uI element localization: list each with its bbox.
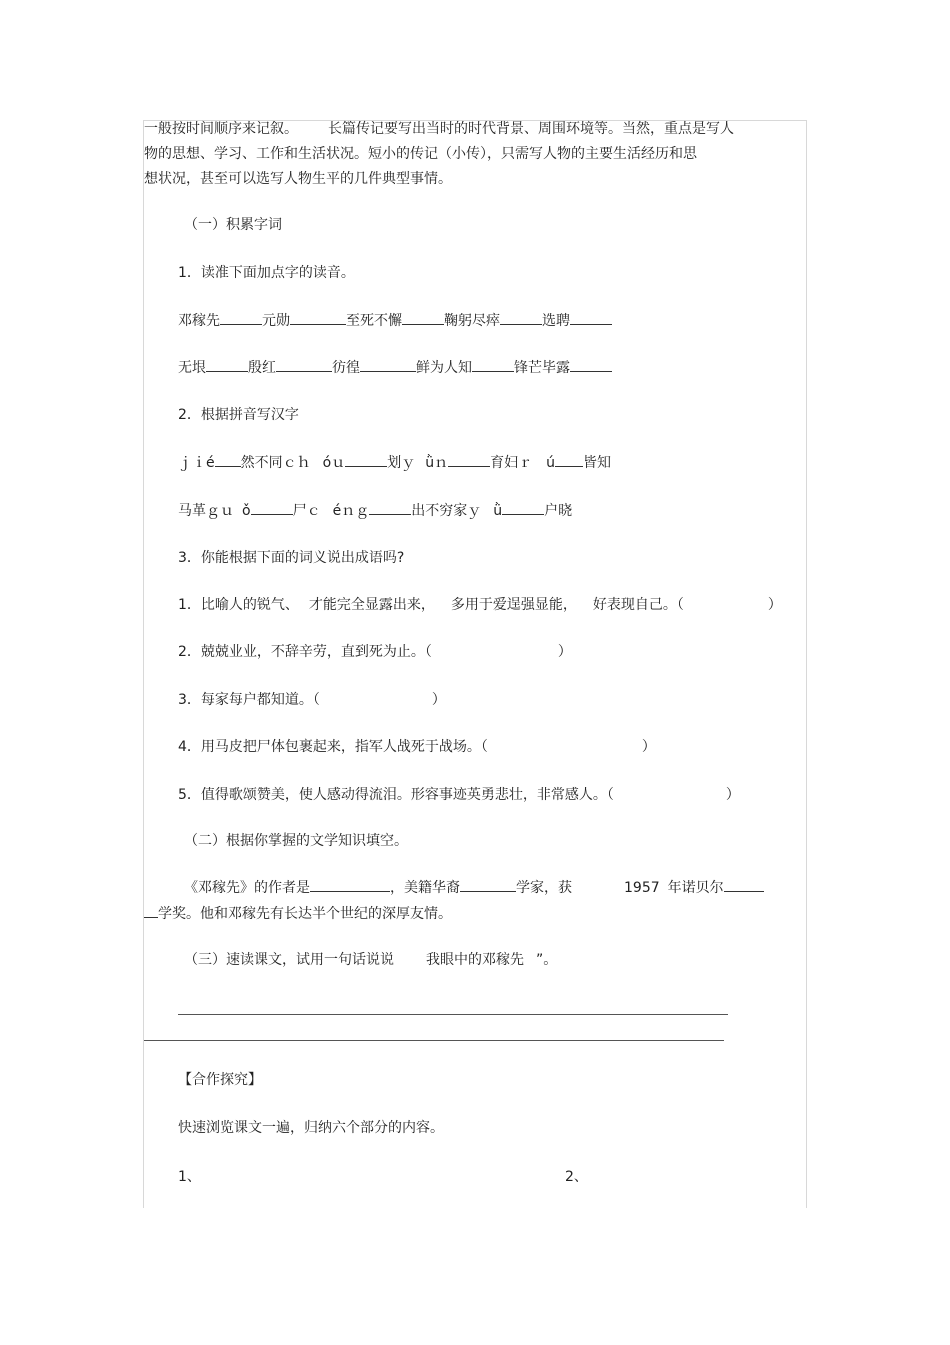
close-paren: ）: [725, 787, 740, 803]
pinyin: éｎｇ: [332, 503, 370, 519]
pinyin: ｊｉé: [178, 455, 215, 471]
answer-blank[interactable]: [472, 357, 514, 372]
text: 出不穷家ｙ: [411, 503, 482, 519]
intro-line-1b: 长篇传记要写出当时的时代背景、周围环境等。当然，重点是写人: [328, 121, 734, 137]
item-text: 好表现自己。（: [592, 597, 684, 613]
text: 学奖。他和邓稼先有长达半个世纪的深厚友情。: [158, 906, 452, 922]
item-number: 5．: [178, 787, 201, 803]
answer-blank[interactable]: [290, 310, 346, 325]
answer-blank[interactable]: [206, 357, 248, 372]
cooperate-item-2: 2、: [565, 1169, 588, 1185]
item-text: 每家每户都知道。（: [200, 692, 320, 708]
page-frame-left: [143, 120, 144, 1208]
field-blank[interactable]: [460, 877, 516, 892]
text: 划ｙ: [387, 455, 416, 471]
answer-blank[interactable]: [220, 310, 262, 325]
answer-line-1[interactable]: [178, 1014, 728, 1015]
answer-blank[interactable]: [369, 500, 411, 515]
word: 至死不懈: [346, 313, 402, 329]
text: 马革ｇｕ: [178, 503, 234, 519]
close-paren: ）: [557, 644, 572, 660]
section-2-line-2: [144, 903, 452, 924]
answer-blank[interactable]: [276, 357, 332, 372]
intro-line-1a: 一般按时间顺序来记叙。: [144, 121, 298, 137]
close-paren: ）: [641, 739, 656, 755]
item-text: 用马皮把尸体包裹起来，指军人战死于战场。（: [200, 739, 488, 755]
q1-title: 1．读准下面加点字的读音。: [178, 265, 355, 281]
cooperate-title: 【合作探究】: [178, 1072, 262, 1088]
q3-item-4: [178, 737, 656, 757]
pinyin: ǜ: [493, 503, 503, 519]
section-2-line-1: [184, 877, 764, 898]
item-text: 值得歌颂赞美，使人感动得流泪。形容事迹英勇悲壮，非常感人。（: [200, 787, 614, 803]
word: 锋芒毕露: [514, 360, 570, 376]
close-paren: ）: [767, 597, 782, 613]
prize-blank-cont[interactable]: [144, 903, 158, 918]
year: 1957: [624, 880, 660, 896]
word: 邓稼先: [178, 313, 220, 329]
text: 户晓: [544, 503, 573, 519]
item-text: 兢兢业业，不辞辛劳，直到死为止。（: [200, 644, 432, 660]
text: ，美籍华裔: [390, 880, 460, 896]
pinyin: óｕ: [322, 455, 346, 471]
answer-line-2[interactable]: [144, 1040, 724, 1041]
intro-line-3: 想状况，甚至可以选写人物生平的几件典型事情。: [144, 171, 452, 187]
section-3-title: [184, 950, 557, 970]
author-blank[interactable]: [310, 877, 390, 892]
cooperate-instruction: 快速浏览课文一遍，归纳六个部分的内容。: [178, 1120, 444, 1136]
answer-blank[interactable]: [502, 500, 544, 515]
q1-row-2: [178, 357, 612, 378]
text: 然不同ｃｈ: [240, 455, 311, 471]
cooperate-item-1: 1、: [178, 1169, 201, 1185]
word: 殷红: [248, 360, 276, 376]
answer-blank[interactable]: [555, 452, 583, 467]
close-paren: ）: [431, 692, 446, 708]
text: 育妇ｒ: [490, 455, 533, 471]
pinyin: ǒ: [242, 503, 251, 519]
q3-title: 3．你能根据下面的词义说出成语吗?: [178, 550, 405, 566]
text: 年诺贝尔: [667, 880, 724, 896]
item-number: 1．: [178, 597, 201, 613]
answer-blank[interactable]: [215, 452, 241, 467]
answer-blank[interactable]: [500, 310, 542, 325]
answer-blank[interactable]: [345, 452, 387, 467]
answer-blank[interactable]: [570, 357, 612, 372]
item-text: 多用于爱逞强显能，: [450, 597, 577, 613]
word: 元勋: [262, 313, 290, 329]
answer-blank[interactable]: [402, 310, 444, 325]
answer-blank[interactable]: [251, 500, 293, 515]
text: 我眼中的邓稼先: [426, 952, 524, 968]
q2-row-1: [178, 452, 611, 473]
item-number: 3．: [178, 692, 201, 708]
text: 尸ｃ: [292, 503, 321, 519]
text: ”。: [536, 952, 558, 968]
section-1-title: （一）积累字词: [184, 217, 282, 233]
q3-item-5: [178, 785, 740, 805]
word: 彷徨: [332, 360, 360, 376]
prize-blank[interactable]: [724, 877, 764, 892]
answer-blank[interactable]: [448, 452, 490, 467]
intro-line-1: [144, 119, 734, 139]
item-text: 比喻人的锐气、: [200, 597, 299, 613]
answer-blank[interactable]: [360, 357, 416, 372]
q3-item-2: [178, 642, 572, 662]
text: 皆知: [582, 455, 611, 471]
text: 《邓稼先》的作者是: [184, 880, 310, 896]
text: 学家，获: [516, 880, 572, 896]
q3-item-3: [178, 690, 446, 710]
pinyin: ú: [546, 455, 555, 471]
intro-line-2: 物的思想、学习、工作和生活状况。短小的传记（小传），只需写人物的主要生活经历和思: [144, 146, 697, 162]
item-text: 才能完全显露出来，: [308, 597, 435, 613]
word: 无垠: [178, 360, 206, 376]
answer-blank[interactable]: [570, 310, 612, 325]
item-number: 2．: [178, 644, 201, 660]
section-2-title: （二）根据你掌握的文学知识填空。: [184, 833, 408, 849]
q2-title: 2．根据拼音写汉字: [178, 407, 299, 423]
q2-row-2: [178, 500, 572, 521]
word: 鞠躬尽瘁: [444, 313, 500, 329]
word: 鲜为人知: [416, 360, 472, 376]
q3-item-1: [178, 595, 782, 615]
page-frame-right: [806, 120, 807, 1208]
pinyin: ǜｎ: [425, 455, 449, 471]
item-number: 4．: [178, 739, 201, 755]
q1-row-1: [178, 310, 612, 331]
text: （三）速读课文，试用一句话说说: [184, 952, 394, 968]
word: 选聘: [542, 313, 570, 329]
